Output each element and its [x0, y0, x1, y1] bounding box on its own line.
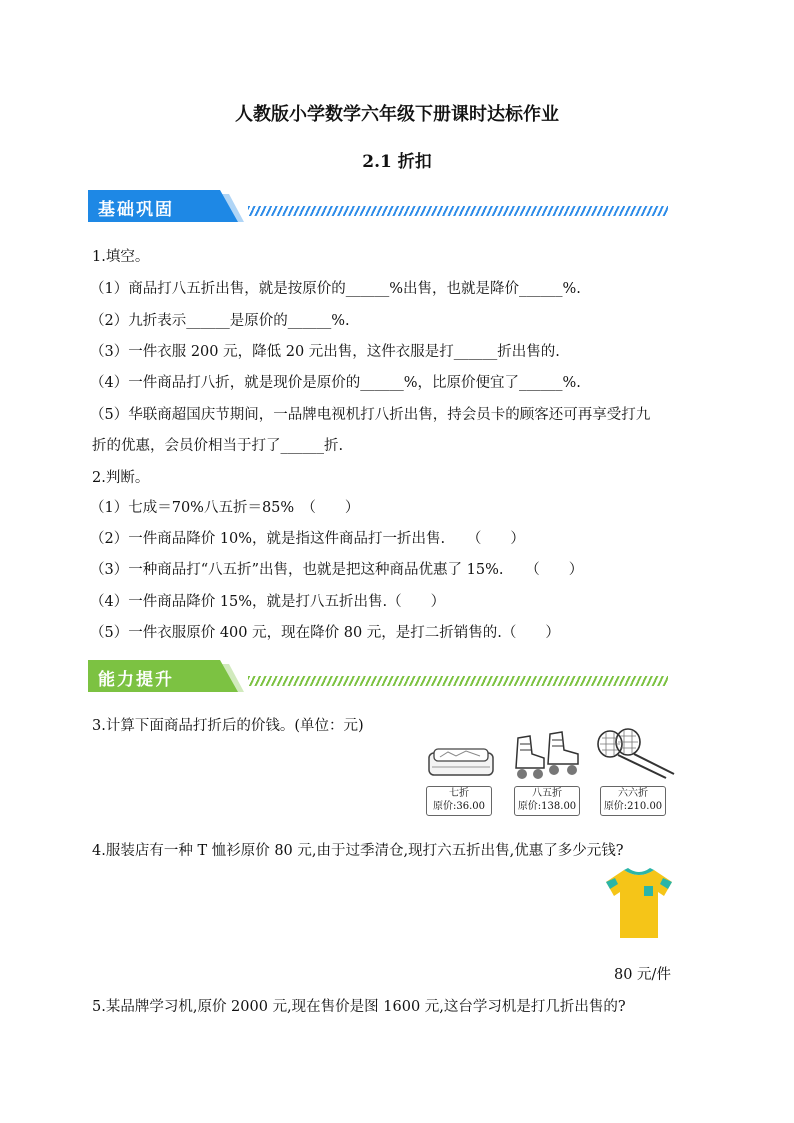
discount-label: 七折 [449, 788, 469, 799]
q2-item-1: （1）七成＝70%八五折＝85% （ ） [90, 500, 360, 516]
tshirt-price-tag: 80 元/件 [614, 967, 671, 983]
q1-item-3: （3）一件衣服 200 元，降低 20 元出售，这件衣服是打______折出售的. [90, 344, 560, 360]
product-card-3 [600, 786, 666, 816]
roller-skates-icon [512, 730, 584, 782]
pencil-case-icon [426, 745, 496, 779]
q2-item-4: （4）一件商品降价 15%，就是打八五折出售.（ ） [90, 594, 446, 610]
q1-item-5a: （5）华联商超国庆节期间，一品牌电视机打八折出售，持会员卡的顾客还可再享受打九 [90, 407, 651, 423]
product-card-1 [426, 786, 492, 816]
q4-text: 4.服装店有一种 T 恤衫原价 80 元,由于过季清仓,现打六五折出售,优惠了多少元钱? [92, 843, 624, 859]
section-banner-basic [88, 190, 670, 224]
section-banner-advanced [88, 660, 670, 694]
discount-label: 六六折 [618, 788, 648, 799]
badminton-rackets-icon [594, 728, 680, 784]
q1-heading: 1.填空。 [92, 249, 150, 265]
discount-label: 八五折 [532, 788, 562, 799]
q1-item-4: （4）一件商品打八折，就是现价是原价的______%，比原价便宜了______%. [90, 375, 581, 391]
q2-heading: 2.判断。 [92, 470, 150, 486]
q1-item-1: （1）商品打八五折出售，就是按原价的______%出售，也就是降价______%. [90, 281, 581, 297]
banner-stripes [248, 206, 668, 216]
page-title: 人教版小学数学六年级下册课时达标作业 [235, 104, 559, 125]
section-label-basic: 基础巩固 [98, 200, 174, 220]
page-subtitle: 2.1 折扣 [362, 152, 432, 172]
q5-text: 5.某品牌学习机,原价 2000 元,现在售价是图 1600 元,这台学习机是打几折出售的? [92, 999, 626, 1015]
original-price-label: 原价:36.00 [433, 801, 485, 812]
original-price-label: 原价:138.00 [517, 801, 577, 812]
q1-item-2: （2）九折表示______是原价的______%. [90, 313, 350, 329]
q2-item-5: （5）一件衣服原价 400 元，现在降价 80 元，是打二折销售的.（ ） [90, 625, 560, 641]
original-price-label: 原价:210.00 [603, 801, 663, 812]
q2-item-3: （3）一种商品打“八五折”出售，也就是把这种商品优惠了 15%. （ ） [90, 562, 584, 578]
tshirt-icon [604, 866, 674, 942]
q1-item-5b: 折的优惠，会员价相当于打了______折. [92, 438, 344, 454]
product-card-2 [514, 786, 580, 816]
q3-text: 3.计算下面商品打折后的价钱。(单位：元) [92, 718, 364, 734]
section-label-advanced: 能力提升 [98, 670, 174, 690]
banner-stripes [248, 676, 668, 686]
q2-item-2: （2）一件商品降价 10%，就是指这件商品打一折出售. （ ） [90, 531, 525, 547]
